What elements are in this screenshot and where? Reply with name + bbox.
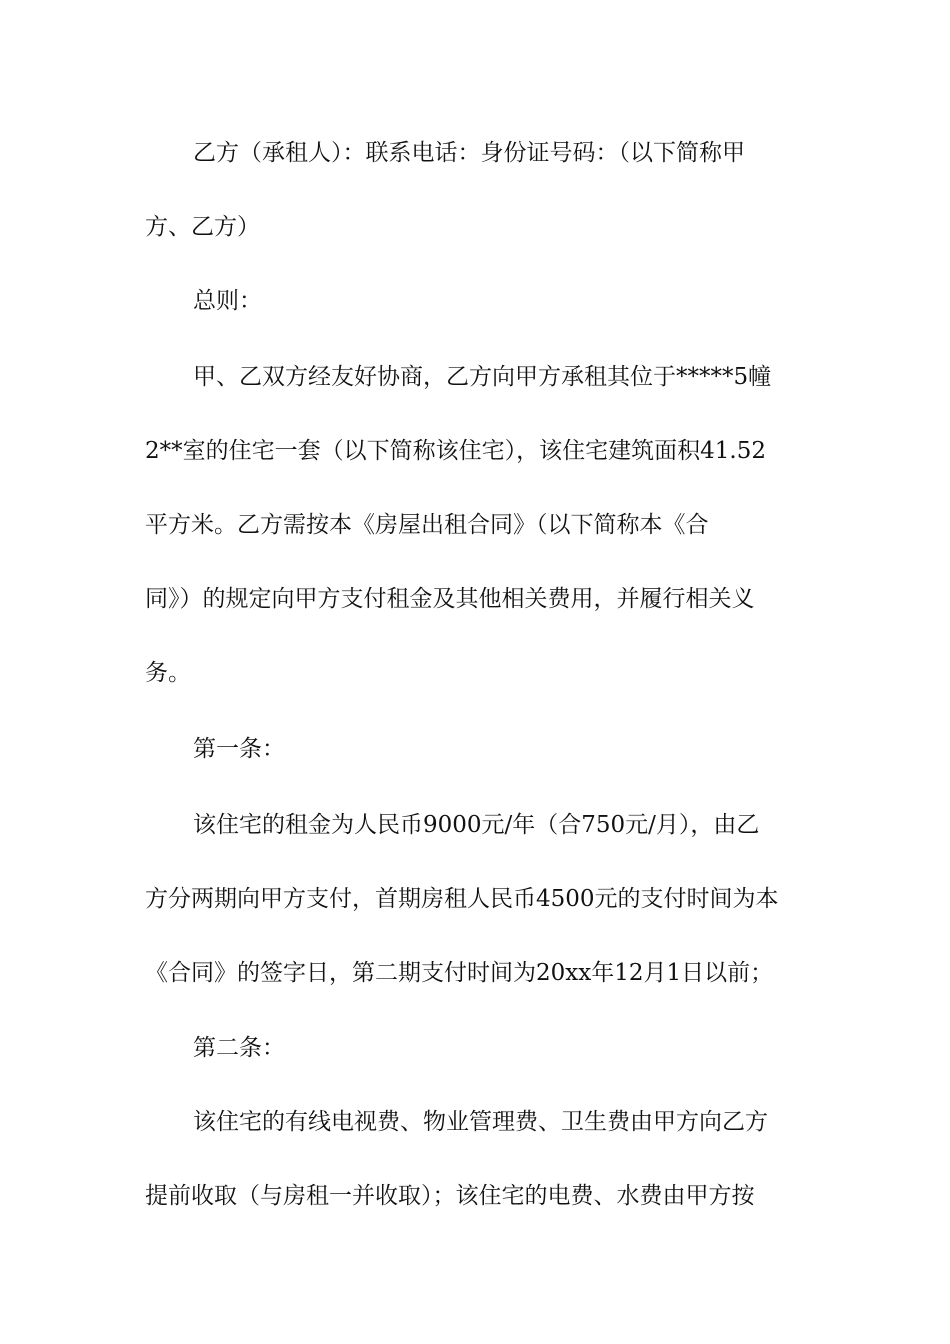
- paragraph-line: 该住宅的租金为人民币9000元/年（合750元/月），由乙: [193, 812, 760, 838]
- section-heading: 第一条：: [193, 736, 285, 762]
- paragraph-line: 同》）的规定向甲方支付租金及其他相关费用，并履行相关义: [145, 586, 755, 612]
- paragraph-line: 该住宅的有线电视费、物业管理费、卫生费由甲方向乙方: [193, 1109, 768, 1135]
- paragraph-line: 方分两期向甲方支付，首期房租人民币4500元的支付时间为本: [145, 886, 779, 912]
- paragraph-line: 甲、乙双方经友好协商，乙方向甲方承租其位于*****5幢: [193, 364, 772, 390]
- paragraph-line: 2**室的住宅一套（以下简称该住宅），该住宅建筑面积41.52: [145, 438, 766, 464]
- section-heading: 总则：: [193, 288, 262, 314]
- paragraph-line: 提前收取（与房租一并收取）；该住宅的电费、水费由甲方按: [145, 1183, 755, 1209]
- paragraph-line: 方、乙方）: [145, 214, 260, 240]
- paragraph-line: 乙方（承租人）：联系电话：身份证号码：（以下简称甲: [193, 140, 745, 166]
- section-heading: 第二条：: [193, 1035, 285, 1061]
- paragraph-line: 平方米。乙方需按本《房屋出租合同》（以下简称本《合: [145, 512, 709, 538]
- paragraph-line: 务。: [145, 660, 191, 686]
- paragraph-line: 《合同》的签字日，第二期支付时间为20xx年12月1日以前；: [145, 960, 774, 986]
